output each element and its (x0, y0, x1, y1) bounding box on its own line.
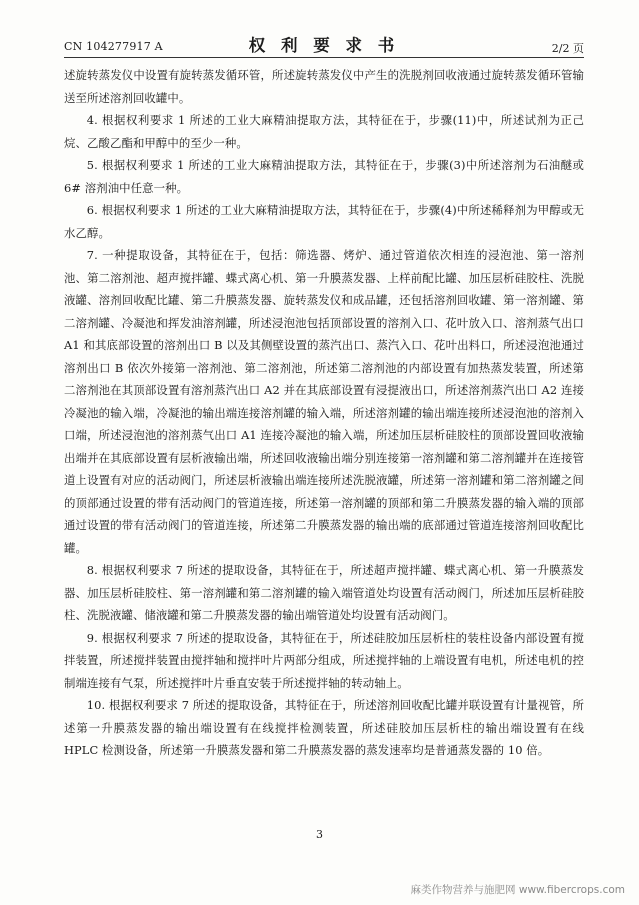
page-header (64, 30, 584, 60)
patent-number: CN 104277917 A (64, 40, 163, 53)
claim-6: 6. 根据权利要求 1 所述的工业大麻精油提取方法，其特征在于，步骤(4)中所述稀释剂为甲醇或无水乙醇。 (64, 203, 584, 240)
claim-8: 8. 根据权利要求 7 所述的提取设备，其特征在于，所述超声搅拌罐、蝶式离心机、第一升膜蒸发器、加压层析硅胶柱、第一溶剂罐和第二溶剂罐的输入端管道处均设置有活动阀门，所述加压层析硅胶柱、洗脱液罐、储液罐和第二升膜蒸发器的输出端管道处均设置有活动阀门。 (64, 563, 584, 622)
claim-9: 9. 根据权利要求 7 所述的提取设备，其特征在于，所述硅胶加压层析柱的装柱设备内部设置有搅拌装置，所述搅拌装置由搅拌轴和搅拌叶片两部分组成，所述搅拌轴的上端设置有电机，所述电机的控制端连接有气泵，所述搅拌叶片垂直安装于所述搅拌轴的转动轴上。 (64, 630, 584, 690)
page-indicator: 2/2 页 (551, 42, 584, 55)
header-divider (64, 57, 584, 58)
claim-7: 7. 一种提取设备，其特征在于，包括：筛选器、烤炉、通过管道依次相连的浸泡池、第一溶剂池、第二溶剂池、超声搅拌罐、蝶式离心机、第一升膜蒸发器、上样前配比罐、加压层析硅胶柱、洗脱液罐、溶剂回收配比罐、第二升膜蒸发器、旋转蒸发仪和成品罐，还包括溶剂回收罐、第一溶剂罐、第二溶剂罐、冷凝池和挥发油溶剂罐，所述浸泡池包括顶部设置的溶剂入口、花叶放入口、溶剂蒸气出口 A1 和其底部设置的溶剂出口 B 以及其侧壁设置的蒸汽出口、蒸汽入口、花叶出料口，所述浸泡池通过溶剂出口 B 依次外接第一溶剂池、第二溶剂池，所述第二溶剂池的内部设置有加热蒸发装置，所述第二溶剂池在其顶部设置有溶剂蒸汽出口 A2 并在其底部设置有浸提液出口，所述溶剂蒸汽出口 A2 连接冷凝池的输入端，冷凝池的输出端连接溶剂罐的输入端，所述溶剂罐的输出端连接所述浸泡池的溶剂入口端，所述浸泡池的溶剂蒸气出口 A1 连接冷凝池的输入端，所述加压层析硅胶柱的顶部设置回收液输出端并在其底部设置有层析液输出端，所述回收液输出端分别连接第一溶剂罐和第二溶剂罐并在连接管道上设置有对应的活动阀门，所述层析液输出端连接所述洗脱液罐，所述第一溶剂罐和第二溶剂罐之间的顶部通过设置的带有活动阀门的管道连接，所述第一溶剂罐的顶部和第二升膜蒸发器的输入端的顶部通过设置的带有活动阀门的管道连接，所述第二升膜蒸发器的输出端的底部通过管道连接溶剂回收配比罐。 (64, 248, 584, 555)
site-watermark: 麻类作物营养与施肥网 www.fibercrops.com (410, 884, 625, 896)
document-title: 权 利 要 求 书 (248, 36, 400, 55)
claim-5: 5. 根据权利要求 1 所述的工业大麻精油提取方法，其特征在于，步骤(3)中所述溶剂为石油醚或 6# 溶剂油中任意一种。 (64, 158, 584, 195)
claim-10: 10. 根据权利要求 7 所述的提取设备，其特征在于，所述溶剂回收配比罐并联设置有计量视管，所述第一升膜蒸发器的输出端设置有在线搅拌检测装置，所述硅胶加压层析柱的输出端设置有在线 HPLC 检测设备，所述第一升膜蒸发器和第二升膜蒸发器的蒸发速率均是普通蒸发器的 10 倍。 (64, 698, 584, 757)
claim-4: 4. 根据权利要求 1 所述的工业大麻精油提取方法，其特征在于，步骤(11)中，所述试剂为正己烷、乙酸乙酯和甲醇中的至少一种。 (64, 113, 584, 150)
claim-3-continuation: 述旋转蒸发仪中设置有旋转蒸发循环管，所述旋转蒸发仪中产生的洗脱剂回收液通过旋转蒸发循环管输送至所述溶剂回收罐中。 (64, 68, 584, 105)
page-number: 3 (316, 828, 323, 841)
claims-body (64, 64, 584, 762)
